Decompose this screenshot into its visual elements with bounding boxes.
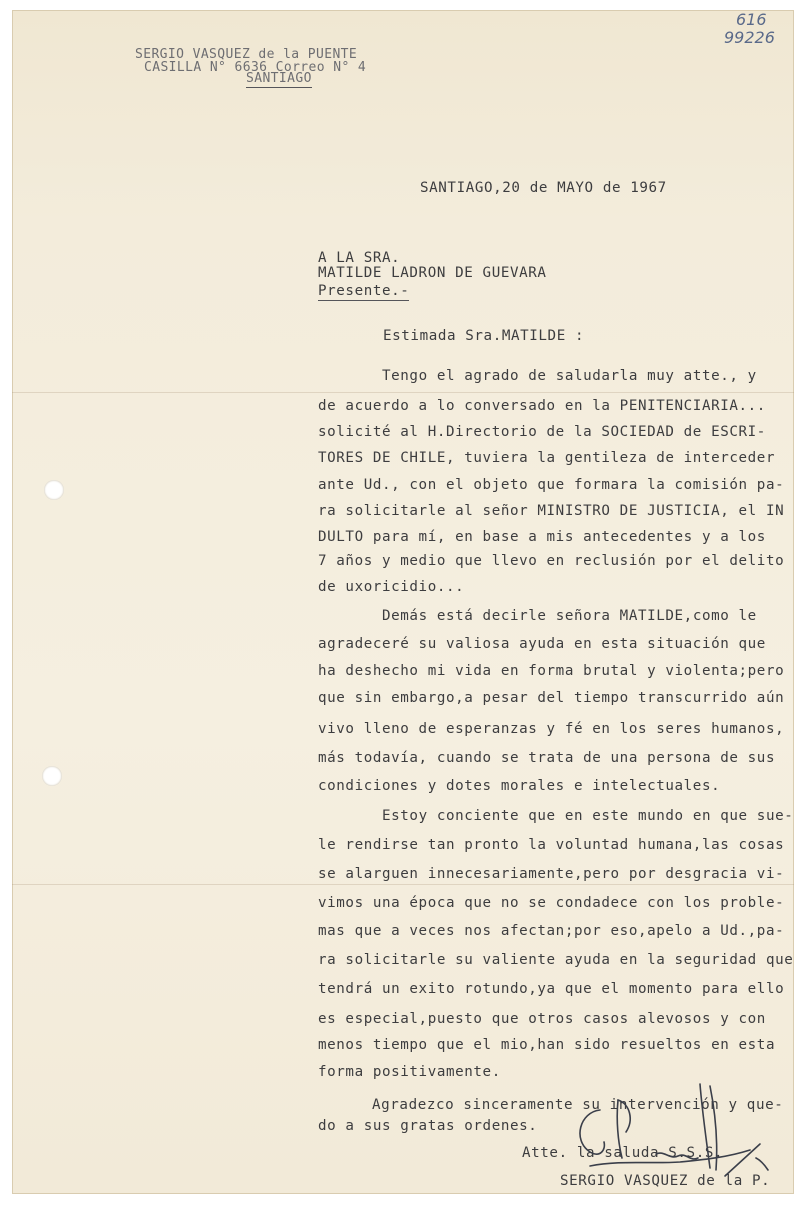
body-line: de uxoricidio...	[318, 579, 465, 595]
body-line: TORES DE CHILE, tuviera la gentileza de interceder	[318, 450, 776, 466]
signature-name: SERGIO VASQUEZ de la P.	[560, 1173, 771, 1189]
punch-hole-bottom	[42, 766, 62, 786]
body-line: condiciones y dotes morales e intelectuales.	[318, 778, 721, 794]
body-line: Estoy conciente que en este mundo en que sue-	[382, 808, 794, 824]
letterhead-city: SANTIAGO	[246, 71, 312, 86]
closing-line: Atte. la saluda S.S.S.	[522, 1145, 724, 1161]
body-line: más todavía, cuando se trata de una persona de sus	[318, 750, 776, 766]
body-line: ante Ud., con el objeto que formara la comisión pa-	[318, 477, 785, 493]
body-line: es especial,puesto que otros casos alevosos y con	[318, 1011, 766, 1027]
body-line: vivo lleno de esperanzas y fé en los seres humanos,	[318, 721, 785, 737]
body-line: Demás está decirle señora MATILDE,como le	[382, 608, 757, 624]
recipient-line-3: Presente.-	[318, 283, 410, 299]
body-line: forma positivamente.	[318, 1064, 501, 1080]
fold-line-lower	[12, 884, 794, 885]
body-line: se alarguen innecesariamente,pero por desgracia vi-	[318, 866, 785, 882]
body-line: agradeceré su valiosa ayuda en esta situación que	[318, 636, 766, 652]
body-line: solicité al H.Directorio de la SOCIEDAD de ESCRI-	[318, 424, 766, 440]
body-line: ha deshecho mi vida en forma brutal y violenta;pero	[318, 663, 785, 679]
body-line: de acuerdo a lo conversado en la PENITENCIARIA...	[318, 398, 766, 414]
archive-number-1: 616	[736, 10, 767, 29]
letterhead-address: CASILLA N° 6636 Correo N° 4	[144, 60, 367, 75]
letterhead-name: SERGIO VASQUEZ de la PUENTE	[135, 47, 358, 62]
handwritten-signature	[560, 1080, 780, 1190]
body-line: ra solicitarle al señor MINISTRO DE JUSTICIA, el IN	[318, 503, 785, 519]
recipient-line-2: MATILDE LADRON DE GUEVARA	[318, 265, 547, 281]
body-line: vimos una época que no se condadece con los proble-	[318, 895, 785, 911]
body-line: 7 años y medio que llevo en reclusión por el delito	[318, 553, 785, 569]
body-line: DULTO para mí, en base a mis antecedentes y a los	[318, 529, 766, 545]
body-line: tendrá un exito rotundo,ya que el momento para ello	[318, 981, 785, 997]
body-line: do a sus gratas ordenes.	[318, 1118, 538, 1134]
body-line: Agradezco sinceramente su intervención y que-	[372, 1097, 784, 1113]
fold-line-upper	[12, 392, 794, 393]
body-line: menos tiempo que el mio,han sido resueltos en esta	[318, 1037, 776, 1053]
body-line: que sin embargo,a pesar del tiempo transcurrido aún	[318, 690, 785, 706]
body-line: mas que a veces nos afectan;por eso,apelo a Ud.,pa-	[318, 923, 785, 939]
body-line: le rendirse tan pronto la voluntad humana,las cosas	[318, 837, 785, 853]
punch-hole-top	[44, 480, 64, 500]
archive-number-2: 99226	[724, 28, 775, 47]
body-line: ra solicitarle su valiente ayuda en la seguridad que	[318, 952, 794, 968]
salutation: Estimada Sra.MATILDE :	[383, 328, 585, 344]
date-line: SANTIAGO,20 de MAYO de 1967	[420, 180, 667, 196]
body-line: Tengo el agrado de saludarla muy atte., y	[382, 368, 757, 384]
recipient-line-1: A LA SRA.	[318, 250, 401, 266]
